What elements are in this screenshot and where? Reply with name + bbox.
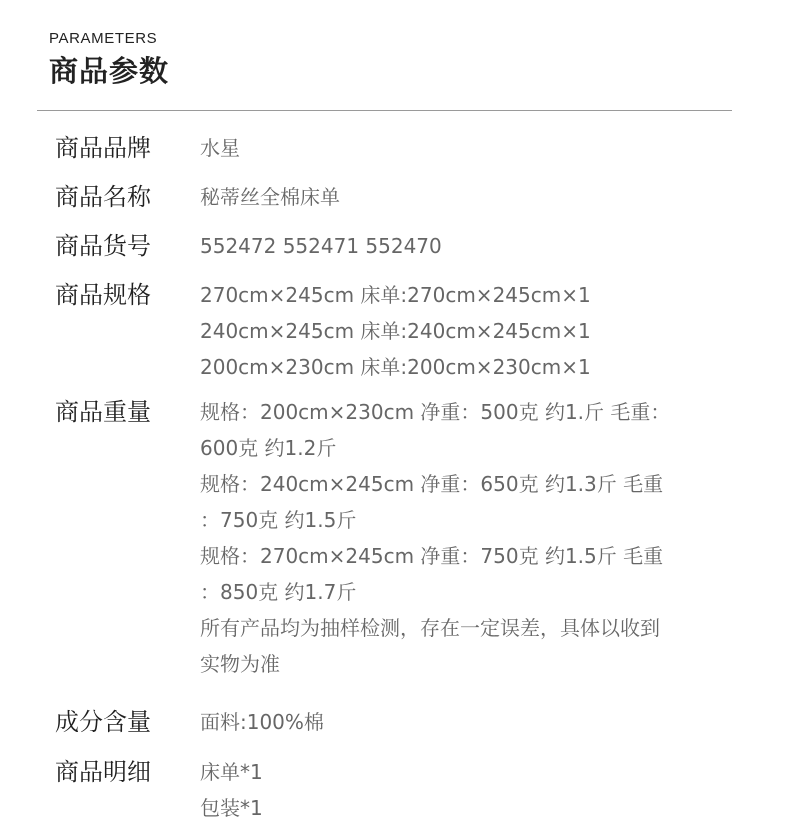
- param-row-composition: [55, 704, 755, 754]
- param-row-item-code: [55, 228, 755, 277]
- param-label: 商品货号: [55, 232, 151, 260]
- param-row-weight: [55, 394, 755, 704]
- param-row-contents: [55, 754, 755, 826]
- param-label: 商品名称: [55, 183, 151, 211]
- param-value: 秘蒂丝全棉床单: [200, 185, 340, 209]
- param-label: 商品规格: [55, 281, 151, 309]
- param-values: [200, 277, 755, 385]
- param-values: [200, 130, 755, 166]
- param-value: 600克 约1.2斤: [200, 436, 337, 460]
- param-values: [200, 228, 755, 264]
- page-title: 商品参数: [49, 54, 170, 88]
- divider: [37, 110, 732, 111]
- param-label: 成分含量: [55, 708, 151, 736]
- param-value: 所有产品均为抽样检测，存在一定误差，具体以收到: [200, 616, 660, 640]
- section-subtitle: PARAMETERS: [49, 30, 158, 47]
- param-value: 水星: [200, 136, 240, 160]
- section-header: [49, 30, 169, 91]
- param-value: 270cm×245cm 床单:270cm×245cm×1: [200, 283, 591, 307]
- param-label: 商品明细: [55, 758, 151, 786]
- param-values: [200, 394, 755, 682]
- parameter-list: [55, 130, 755, 826]
- param-value: 规格：270cm×245cm 净重：750克 约1.5斤 毛重: [200, 544, 664, 568]
- param-value: 200cm×230cm 床单:200cm×230cm×1: [200, 355, 591, 379]
- param-row-name: [55, 179, 755, 228]
- param-label: 商品重量: [55, 398, 151, 426]
- param-value: 240cm×245cm 床单:240cm×245cm×1: [200, 319, 591, 343]
- param-value: 面料:100%棉: [200, 710, 324, 734]
- param-value: ：850克 约1.7斤: [200, 580, 357, 604]
- param-values: [200, 754, 755, 826]
- param-value: 规格：240cm×245cm 净重：650克 约1.3斤 毛重: [200, 472, 664, 496]
- param-value: 552472 552471 552470: [200, 234, 442, 258]
- param-row-spec: [55, 277, 755, 394]
- param-value: 实物为准: [200, 652, 280, 676]
- param-value: 规格：200cm×230cm 净重：500克 约1.斤 毛重：: [200, 400, 671, 424]
- param-row-brand: [55, 130, 755, 179]
- param-values: [200, 704, 755, 740]
- param-value: 包装*1: [200, 796, 263, 820]
- param-label: 商品品牌: [55, 134, 151, 162]
- param-values: [200, 179, 755, 215]
- param-value: ：750克 约1.5斤: [200, 508, 357, 532]
- param-value: 床单*1: [200, 760, 263, 784]
